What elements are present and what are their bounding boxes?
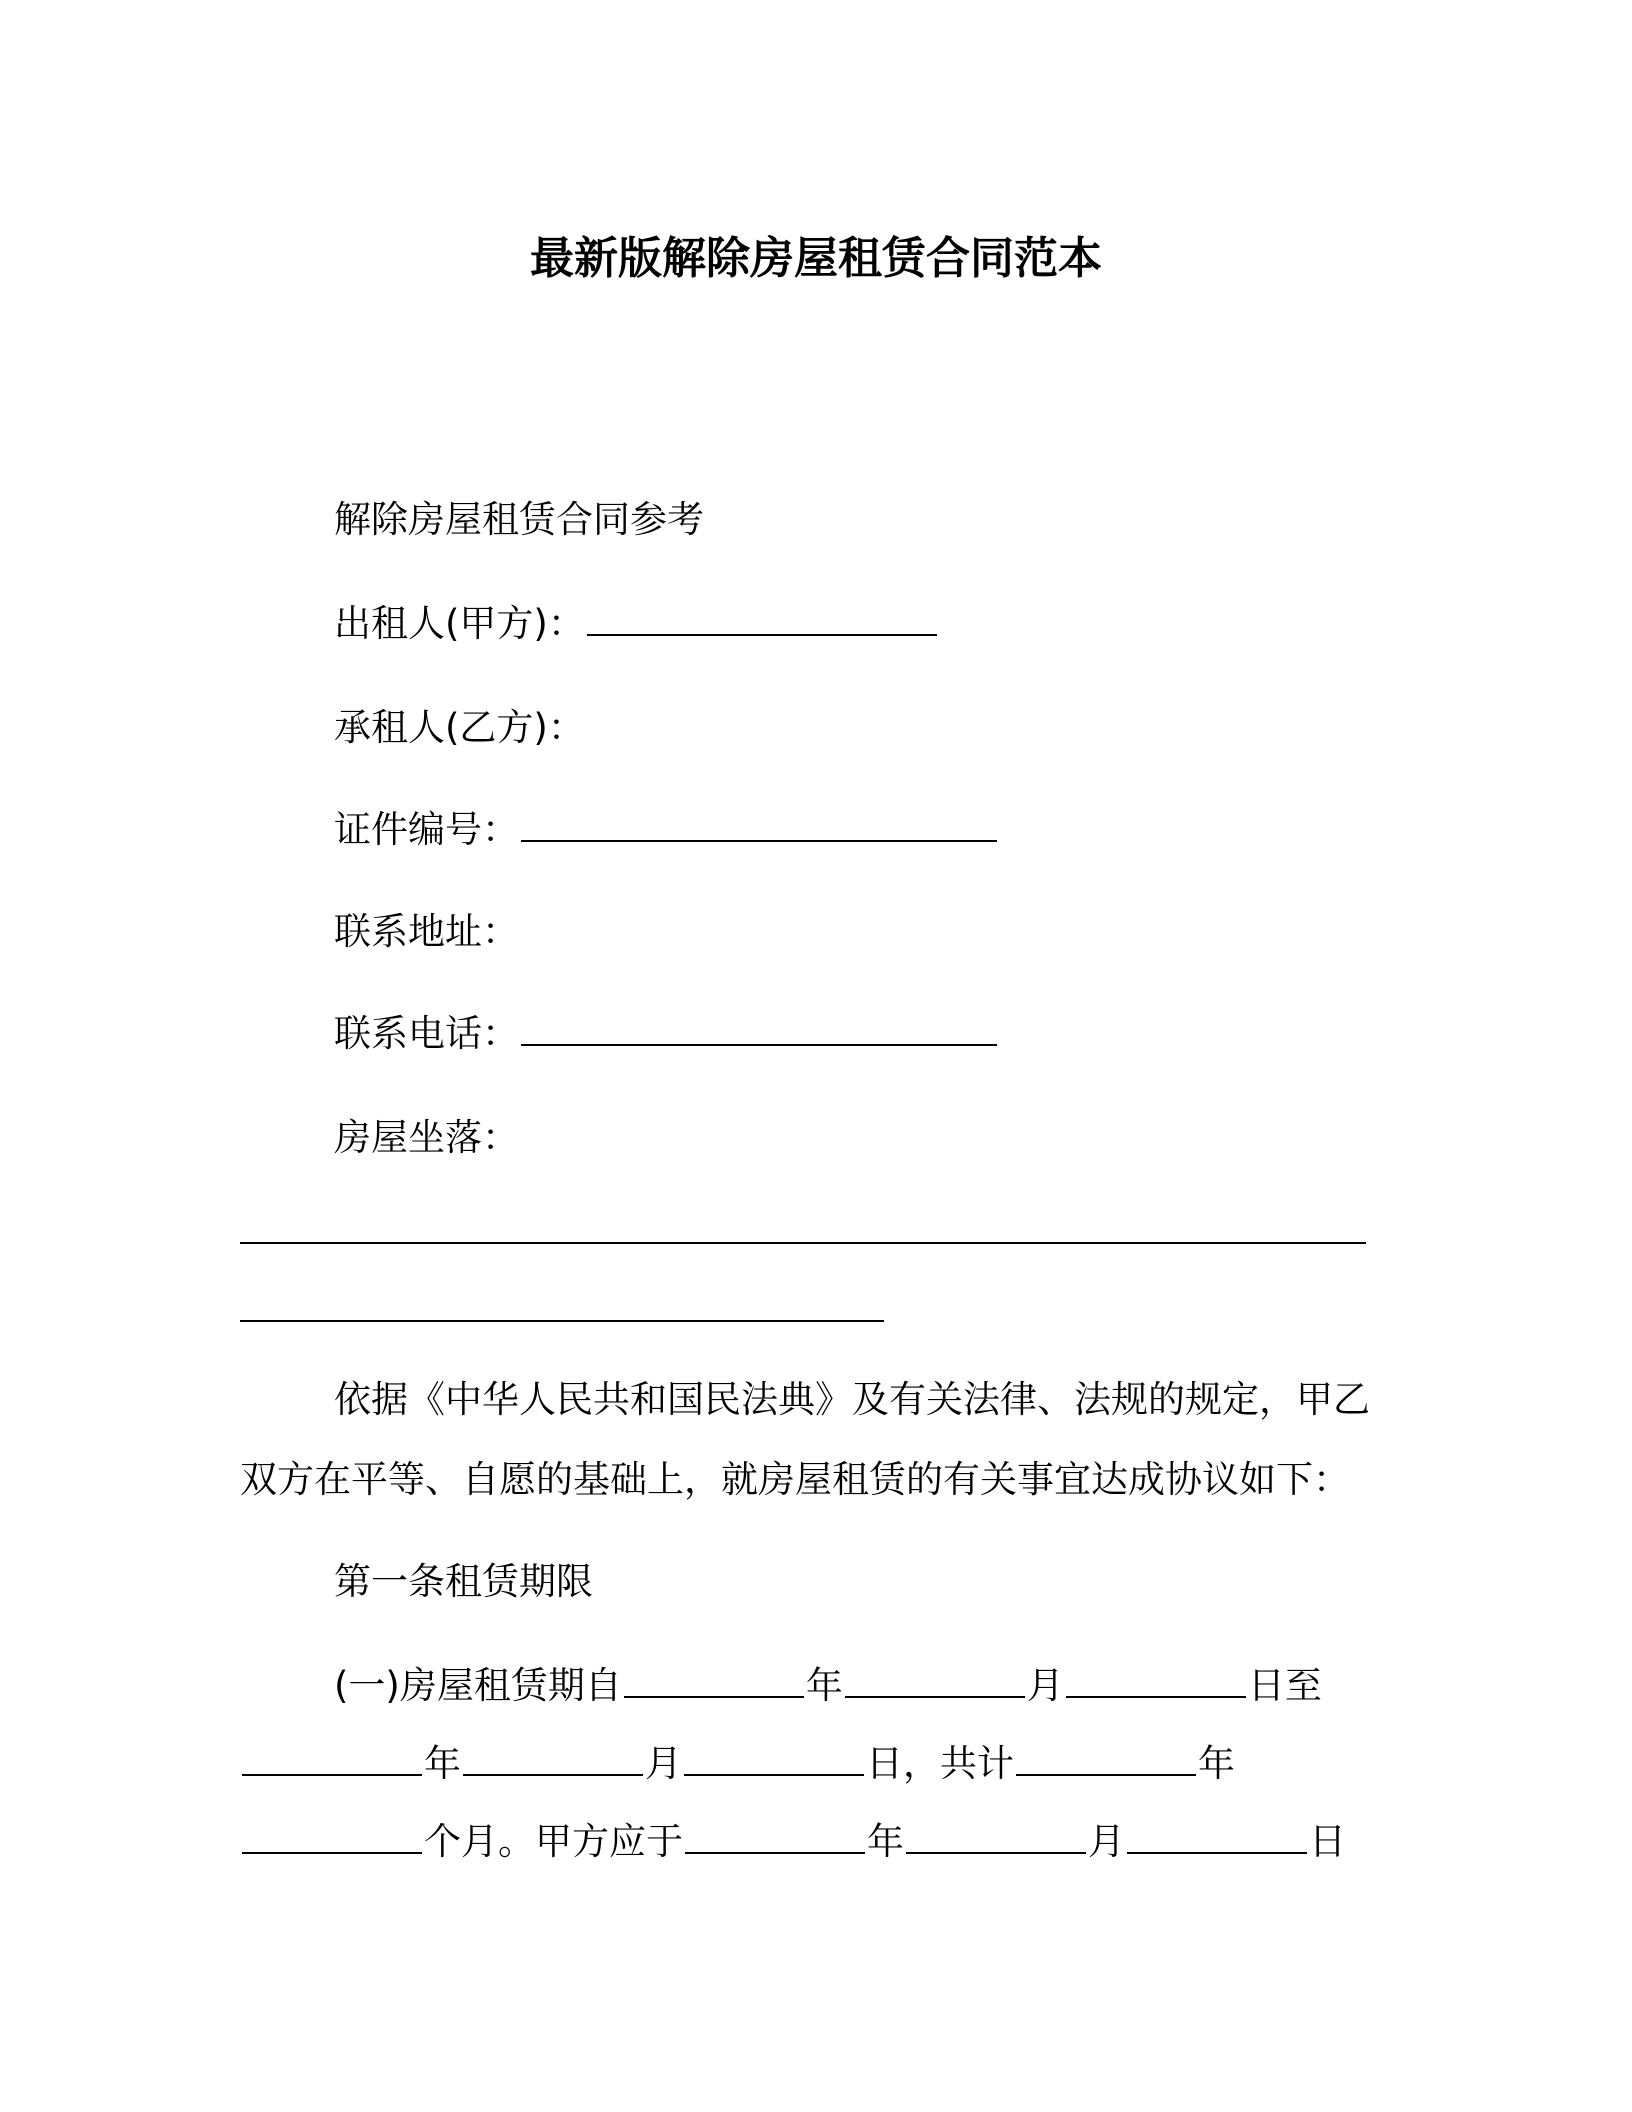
- document-subtitle: 解除房屋租赁合同参考: [334, 498, 704, 541]
- months-label: 个月。甲方应于: [424, 1820, 683, 1863]
- phone-label: 联系电话：: [334, 1012, 519, 1055]
- lessor-field: [334, 600, 939, 648]
- day-label: 日: [1309, 1820, 1346, 1863]
- month-label: 月: [1088, 1820, 1125, 1863]
- lessor-blank[interactable]: [587, 604, 937, 636]
- end-year-blank[interactable]: [242, 1744, 422, 1776]
- id-number-blank[interactable]: [521, 810, 997, 842]
- lessee-field: [334, 704, 585, 752]
- year-label: 年: [1198, 1742, 1235, 1785]
- lessor-label: 出租人(甲方)：: [334, 602, 585, 645]
- handover-day-blank[interactable]: [1127, 1822, 1307, 1854]
- year-label: 年: [805, 1664, 843, 1707]
- location-blank-line-1[interactable]: [240, 1242, 1366, 1244]
- phone-field: [334, 1010, 999, 1058]
- handover-month-blank[interactable]: [906, 1822, 1086, 1854]
- document-title: 最新版解除房屋租赁合同范本: [530, 233, 1102, 284]
- location-field: [334, 1114, 519, 1162]
- location-label: 房屋坐落：: [334, 1116, 519, 1159]
- address-label: 联系地址：: [334, 910, 519, 953]
- phone-blank[interactable]: [521, 1014, 997, 1046]
- end-month-blank[interactable]: [463, 1744, 643, 1776]
- start-month-blank[interactable]: [845, 1666, 1025, 1698]
- handover-year-blank[interactable]: [685, 1822, 865, 1854]
- id-number-field: [334, 806, 999, 854]
- month-label: 月: [1026, 1664, 1064, 1707]
- total-months-blank[interactable]: [242, 1822, 422, 1854]
- preamble-line-1: 依据《中华人民共和国民法典》及有关法律、法规的规定，甲乙: [334, 1378, 1370, 1421]
- lessee-label: 承租人(乙方)：: [334, 706, 585, 749]
- id-number-label: 证件编号：: [334, 808, 519, 851]
- year-label: 年: [424, 1742, 461, 1785]
- location-blank-line-2[interactable]: [240, 1320, 884, 1322]
- total-years-blank[interactable]: [1016, 1744, 1196, 1776]
- item-prefix: (一)房屋租赁期自: [334, 1664, 622, 1707]
- start-year-blank[interactable]: [624, 1666, 804, 1698]
- day-to-label: 日至: [1247, 1664, 1322, 1707]
- article1-item1-line2: [240, 1740, 1235, 1788]
- address-field: [334, 908, 519, 956]
- article1-heading: 第一条租赁期限: [334, 1560, 593, 1603]
- year-label: 年: [867, 1820, 904, 1863]
- preamble-line-2: 双方在平等、自愿的基础上，就房屋租赁的有关事宜达成协议如下：: [240, 1458, 1350, 1501]
- article1-item1-line1: [334, 1662, 1322, 1710]
- start-day-blank[interactable]: [1066, 1666, 1246, 1698]
- end-day-blank[interactable]: [684, 1744, 864, 1776]
- article1-item1-line3: [240, 1818, 1346, 1866]
- day-total-label: 日，共计: [866, 1742, 1014, 1785]
- month-label: 月: [645, 1742, 682, 1785]
